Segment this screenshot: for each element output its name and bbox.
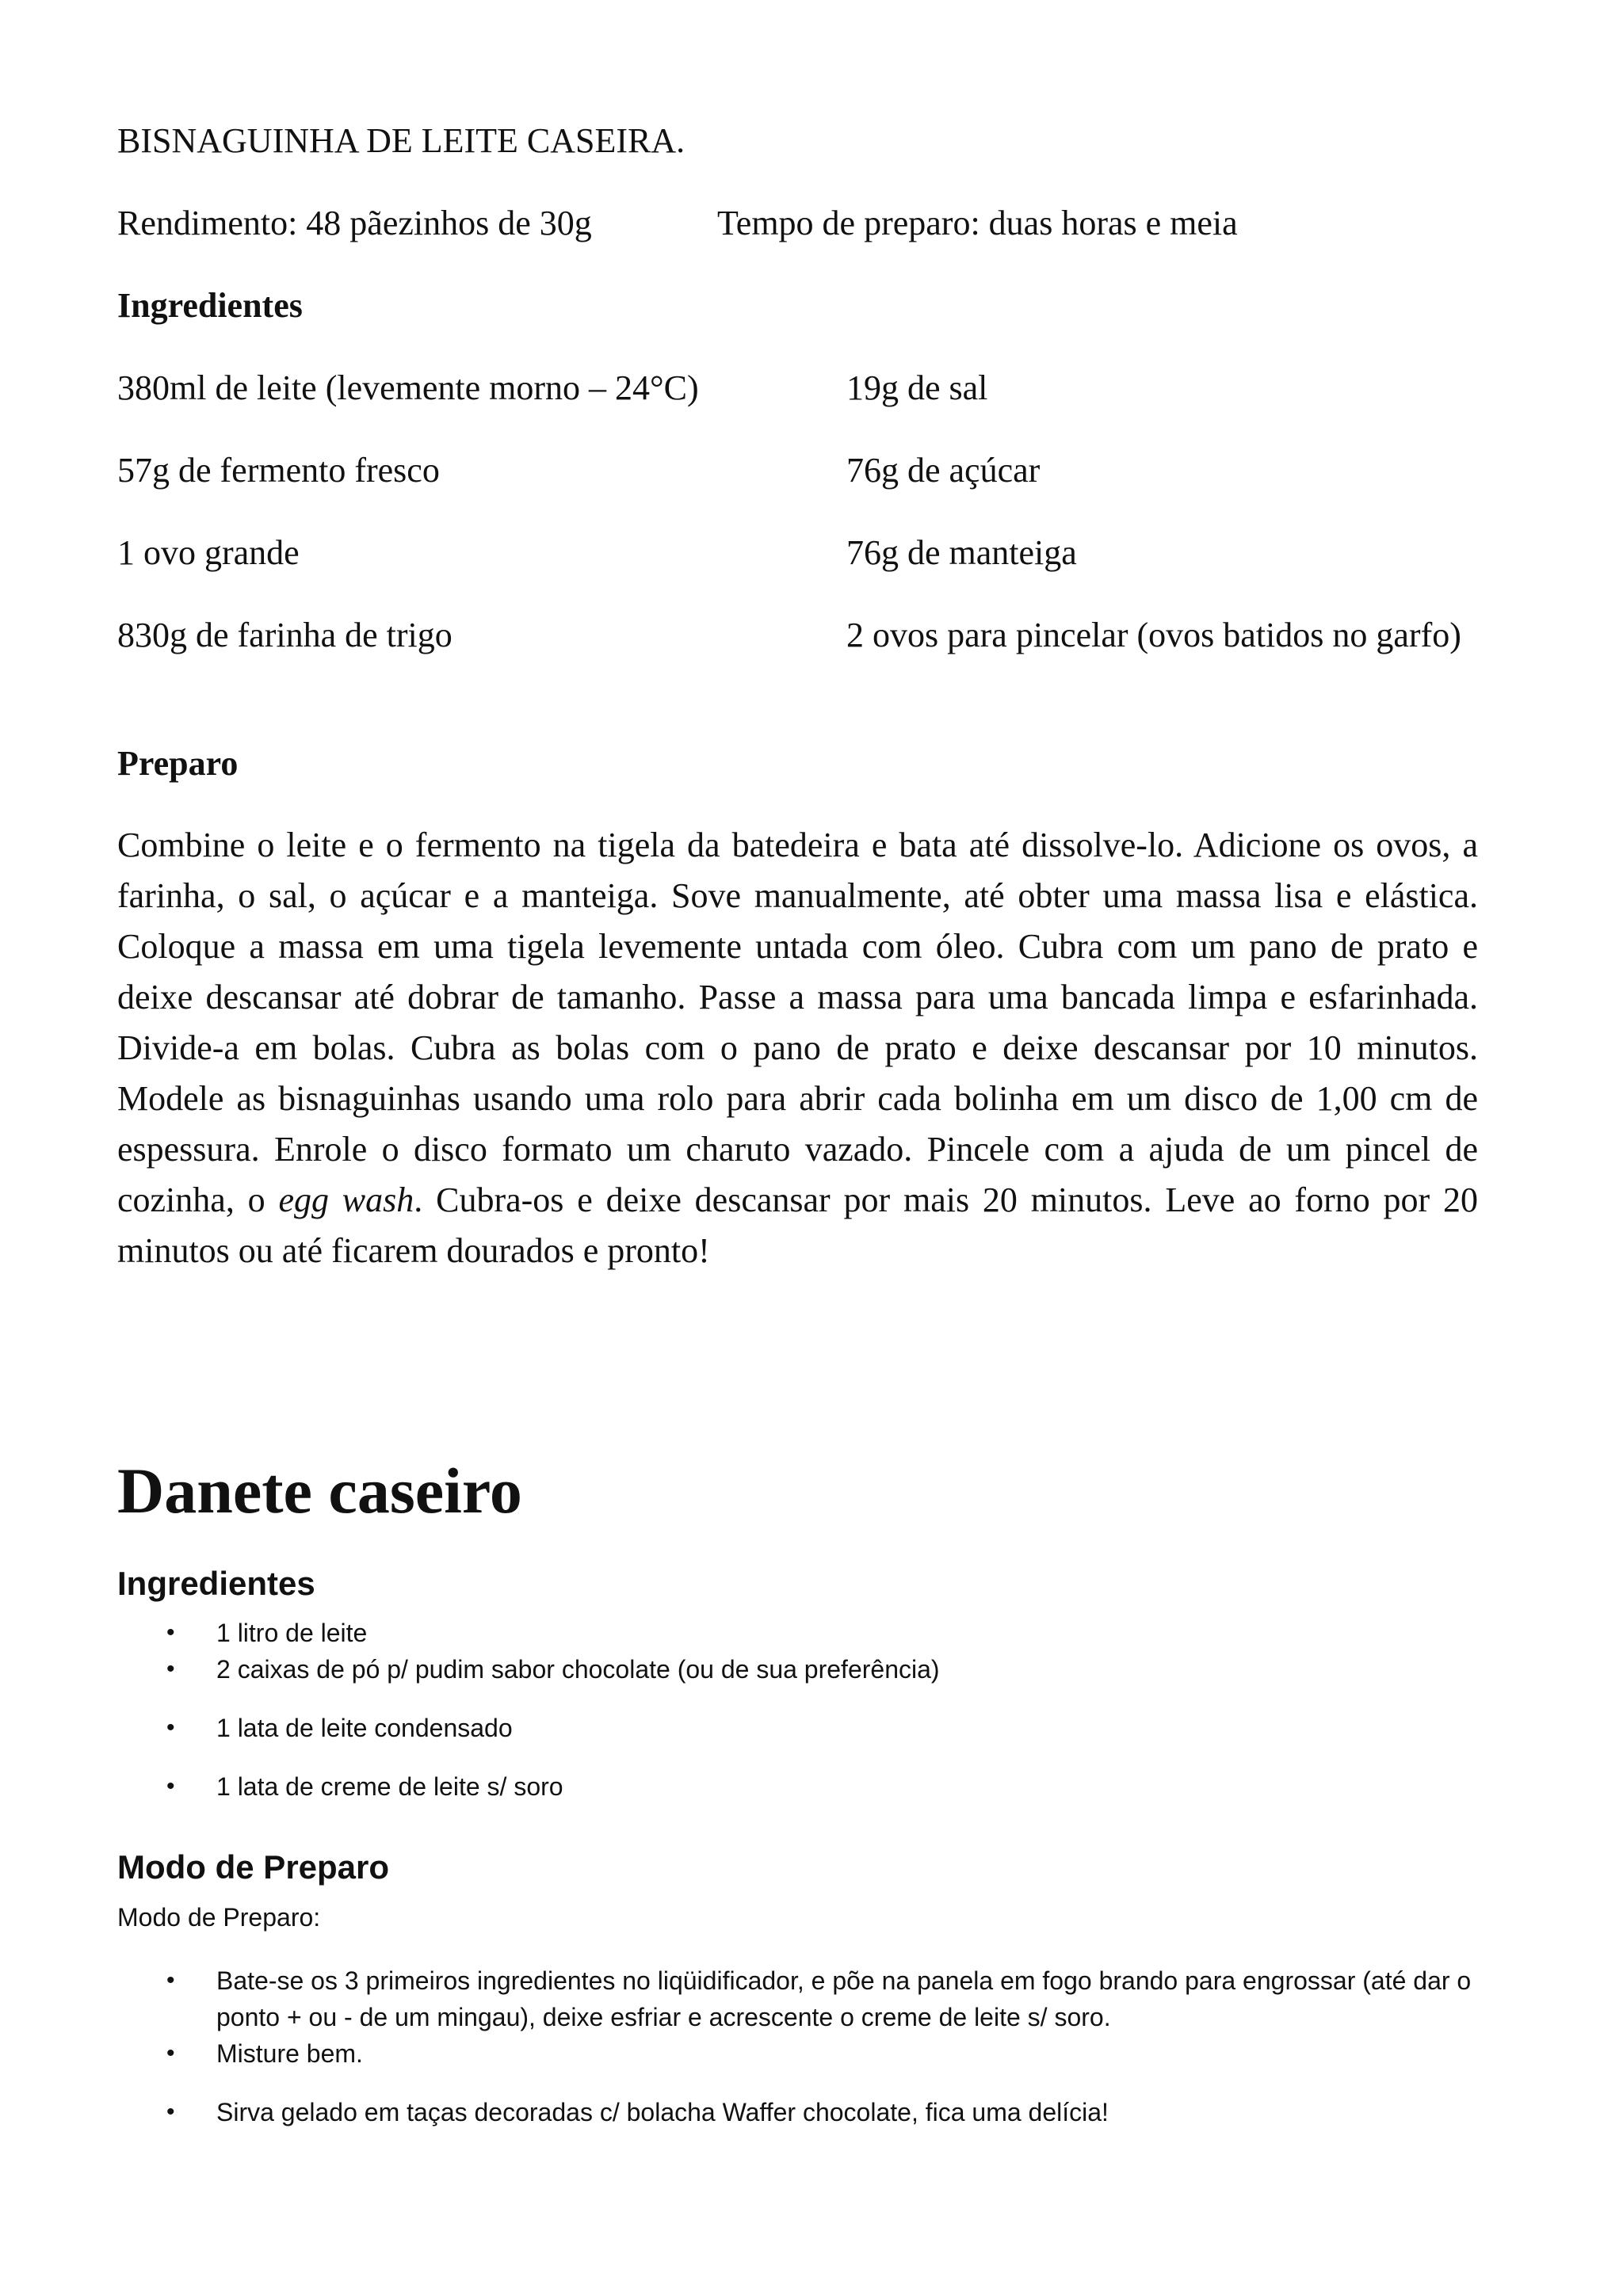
recipe-title: Danete caseiro: [117, 1455, 522, 1527]
preparation-heading: Modo de Preparo: [117, 1848, 390, 1886]
ingredient-item: 830g de farinha de trigo: [117, 616, 453, 654]
ingredient-item: 76g de açúcar: [846, 451, 1041, 490]
recipe-title: BISNAGUINHA DE LEITE CASEIRA.: [117, 121, 685, 160]
bullet-icon: •: [166, 1967, 175, 1993]
ingredient-item: 2 ovos para pincelar (ovos batidos no garfo): [846, 616, 1461, 654]
list-item: [117, 1962, 1496, 2035]
preparation-subheading: Modo de Preparo:: [117, 1903, 321, 1932]
preparation-text-part: . Cubra-os e deixe descansar por mais 20 minutos. Leve ao forno por 20 minutos ou até ficarem dourados e pronto!: [117, 1180, 1479, 1270]
ingredient-item: 1 ovo grande: [117, 533, 300, 572]
preparation-text-part: Combine o leite e o fermento na tigela da batedeira e bata até dissolve-lo. Adicione os ovos, a farinha, o sal, o açúcar e a manteiga. Sove manualmente, até obter uma massa lisa e elástica. Coloque a massa em uma tigela levemente untada com óleo. Cubra com um pano de prato e deixe descansar até dobrar de tamanho. Passe a massa para uma bancada limpa e esfarinhada. Divide-a em bolas. Cubra as bolas com o pano de prato e deixe descansar por 10 minutos. Modele as bisnaguinhas usando uma rolo para abrir cada bolinha em um disco de 1,00 cm de espessura. Enrole o disco formato um charuto vazado. Pincele com a ajuda de um pincel de cozinha, o: [117, 826, 1478, 1219]
ingredient-text: 1 litro de leite: [216, 1619, 368, 1647]
list-item: [117, 1615, 1496, 1651]
bullet-icon: •: [166, 1773, 175, 1799]
ingredients-list: [117, 1615, 1496, 1805]
step-text: Misture bem.: [216, 2039, 363, 2068]
list-item: [117, 1710, 1496, 1746]
bullet-icon: •: [166, 2099, 175, 2125]
bullet-icon: •: [166, 2040, 175, 2066]
ingredient-item: 57g de fermento fresco: [117, 451, 440, 490]
recipe-yield: Rendimento: 48 pãezinhos de 30g: [117, 204, 592, 242]
list-item: [117, 1651, 1496, 1688]
ingredient-text: 1 lata de leite condensado: [216, 1714, 513, 1742]
bullet-icon: •: [166, 1714, 175, 1741]
ingredient-item: 76g de manteiga: [846, 533, 1077, 572]
list-item: [117, 2035, 1496, 2072]
bullet-icon: •: [166, 1656, 175, 1682]
list-item: [117, 1768, 1496, 1805]
ingredients-heading: Ingredientes: [117, 1565, 315, 1602]
step-text: Sirva gelado em taças decoradas c/ bolacha Waffer chocolate, fica uma delícia!: [216, 2098, 1109, 2126]
ingredient-text: 2 caixas de pó p/ pudim sabor chocolate (ou de sua preferência): [216, 1655, 940, 1684]
preparation-heading: Preparo: [117, 744, 239, 783]
ingredient-item: 380ml de leite (levemente morno – 24°C): [117, 368, 699, 407]
preparation-italic-term: egg wash: [278, 1180, 414, 1219]
ingredients-right-column: [846, 366, 1478, 696]
list-item: [117, 2094, 1496, 2130]
ingredients-heading: Ingredientes: [117, 286, 303, 325]
recipe-prep-time: Tempo de preparo: duas horas e meia: [717, 204, 1238, 242]
ingredients-left-column: [117, 366, 749, 696]
ingredient-item: 19g de sal: [846, 368, 988, 407]
preparation-text: [117, 820, 1478, 1276]
step-text: Bate-se os 3 primeiros ingredientes no liqüidificador, e põe na panela em fogo brando para engrossar (até dar o ponto + ou - de um mingau), deixe esfriar e acrescente o creme de leite s/ soro.: [216, 1966, 1472, 2031]
preparation-steps-list: [117, 1962, 1496, 2130]
ingredient-text: 1 lata de creme de leite s/ soro: [216, 1772, 563, 1801]
bullet-icon: •: [166, 1619, 175, 1646]
